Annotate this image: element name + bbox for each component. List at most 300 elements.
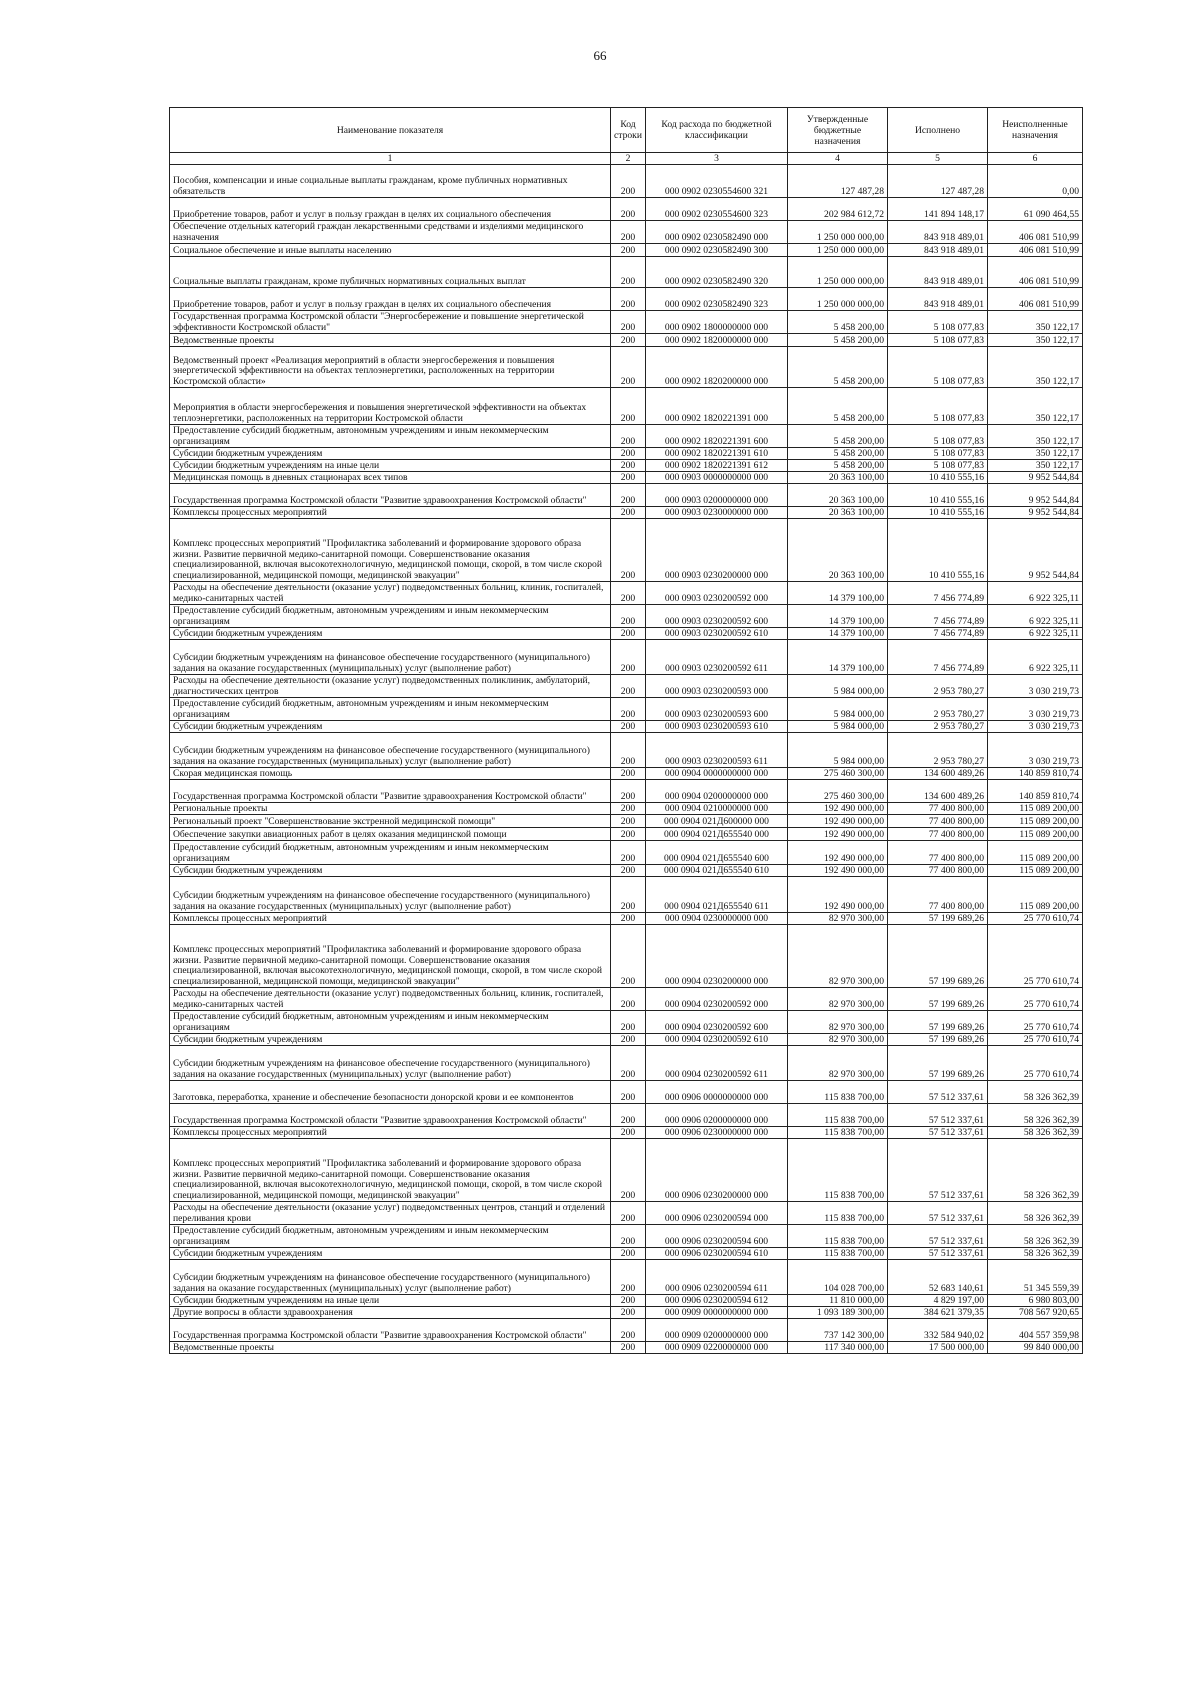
row-line-code: 200 bbox=[611, 472, 646, 484]
row-unexecuted-amount: 6 922 325,11 bbox=[988, 628, 1083, 640]
row-indicator-name: Скорая медицинская помощь bbox=[170, 768, 611, 780]
row-approved-amount: 1 093 189 300,00 bbox=[788, 1307, 888, 1319]
row-line-code: 200 bbox=[611, 460, 646, 472]
row-budget-code: 000 0902 0230554600 323 bbox=[646, 198, 788, 221]
row-budget-code: 000 0906 0230200594 000 bbox=[646, 1202, 788, 1225]
row-line-code: 200 bbox=[611, 448, 646, 460]
row-executed-amount: 141 894 148,17 bbox=[888, 198, 988, 221]
row-indicator-name: Предоставление субсидий бюджетным, автономным учреждениям и иным некоммерческим организациям bbox=[170, 1011, 611, 1034]
row-line-code: 200 bbox=[611, 484, 646, 507]
table-row bbox=[170, 605, 1083, 628]
row-budget-code: 000 0904 021Д655540 000 bbox=[646, 828, 788, 841]
row-budget-code: 000 0902 1820200000 000 bbox=[646, 347, 788, 388]
header-indicator-name: Наименование показателя bbox=[170, 108, 611, 153]
table-row bbox=[170, 1225, 1083, 1248]
row-executed-amount: 127 487,28 bbox=[888, 165, 988, 198]
row-line-code: 200 bbox=[611, 425, 646, 448]
row-indicator-name: Расходы на обеспечение деятельности (оказание услуг) подведомственных больниц, клиник, госпиталей, медико-санитарных частей bbox=[170, 582, 611, 605]
row-line-code: 200 bbox=[611, 1034, 646, 1046]
row-executed-amount: 57 512 337,61 bbox=[888, 1248, 988, 1260]
row-executed-amount: 5 108 077,83 bbox=[888, 388, 988, 425]
row-indicator-name: Государственная программа Костромской области "Энергосбережение и повышение энергетической эффективности Костромской области" bbox=[170, 311, 611, 334]
table-row bbox=[170, 472, 1083, 484]
table-row bbox=[170, 1011, 1083, 1034]
row-budget-code: 000 0906 0230200594 612 bbox=[646, 1295, 788, 1307]
row-unexecuted-amount: 25 770 610,74 bbox=[988, 988, 1083, 1011]
row-budget-code: 000 0902 1820221391 600 bbox=[646, 425, 788, 448]
table-row bbox=[170, 244, 1083, 257]
row-indicator-name: Государственная программа Костромской области "Развитие здравоохранения Костромской области" bbox=[170, 1319, 611, 1342]
row-unexecuted-amount: 25 770 610,74 bbox=[988, 913, 1083, 925]
row-approved-amount: 5 984 000,00 bbox=[788, 721, 888, 733]
row-approved-amount: 14 379 100,00 bbox=[788, 582, 888, 605]
row-approved-amount: 104 028 700,00 bbox=[788, 1260, 888, 1295]
row-indicator-name: Предоставление субсидий бюджетным, автономным учреждениям и иным некоммерческим организациям bbox=[170, 698, 611, 721]
row-budget-code: 000 0904 021Д655540 610 bbox=[646, 865, 788, 877]
table-row bbox=[170, 780, 1083, 803]
table-row bbox=[170, 925, 1083, 988]
table-row bbox=[170, 1202, 1083, 1225]
row-executed-amount: 57 512 337,61 bbox=[888, 1139, 988, 1202]
row-unexecuted-amount: 406 081 510,99 bbox=[988, 288, 1083, 311]
row-approved-amount: 115 838 700,00 bbox=[788, 1248, 888, 1260]
row-budget-code: 000 0904 0200000000 000 bbox=[646, 780, 788, 803]
row-approved-amount: 127 487,28 bbox=[788, 165, 888, 198]
row-approved-amount: 82 970 300,00 bbox=[788, 1011, 888, 1034]
budget-execution-table bbox=[169, 107, 1083, 1354]
table-row bbox=[170, 1260, 1083, 1295]
row-unexecuted-amount: 9 952 544,84 bbox=[988, 484, 1083, 507]
row-approved-amount: 115 838 700,00 bbox=[788, 1225, 888, 1248]
row-executed-amount: 5 108 077,83 bbox=[888, 425, 988, 448]
table-row bbox=[170, 1342, 1083, 1354]
row-unexecuted-amount: 0,00 bbox=[988, 165, 1083, 198]
row-unexecuted-amount: 58 326 362,39 bbox=[988, 1202, 1083, 1225]
table-row bbox=[170, 1104, 1083, 1127]
row-indicator-name: Субсидии бюджетным учреждениям на финансовое обеспечение государственного (муниципального) задания на оказание государственных (муниципальных) услуг (выполнение работ) bbox=[170, 877, 611, 913]
row-line-code: 200 bbox=[611, 1081, 646, 1104]
row-unexecuted-amount: 115 089 200,00 bbox=[988, 803, 1083, 815]
row-line-code: 200 bbox=[611, 877, 646, 913]
row-indicator-name: Расходы на обеспечение деятельности (оказание услуг) подведомственных центров, станций и отделений переливания крови bbox=[170, 1202, 611, 1225]
row-line-code: 200 bbox=[611, 1295, 646, 1307]
row-indicator-name: Приобретение товаров, работ и услуг в пользу граждан в целях их социального обеспечения bbox=[170, 198, 611, 221]
row-indicator-name: Комплексы процессных мероприятий bbox=[170, 913, 611, 925]
row-executed-amount: 843 918 489,01 bbox=[888, 221, 988, 244]
row-budget-code: 000 0902 1800000000 000 bbox=[646, 311, 788, 334]
row-line-code: 200 bbox=[611, 841, 646, 865]
row-unexecuted-amount: 61 090 464,55 bbox=[988, 198, 1083, 221]
row-indicator-name: Субсидии бюджетным учреждениям на финансовое обеспечение государственного (муниципального) задания на оказание государственных (муниципальных) услуг (выполнение работ) bbox=[170, 640, 611, 675]
row-approved-amount: 1 250 000 000,00 bbox=[788, 244, 888, 257]
table-row bbox=[170, 828, 1083, 841]
row-approved-amount: 82 970 300,00 bbox=[788, 913, 888, 925]
row-budget-code: 000 0904 0230200000 000 bbox=[646, 925, 788, 988]
row-unexecuted-amount: 58 326 362,39 bbox=[988, 1248, 1083, 1260]
row-unexecuted-amount: 350 122,17 bbox=[988, 334, 1083, 347]
table-row bbox=[170, 165, 1083, 198]
row-unexecuted-amount: 58 326 362,39 bbox=[988, 1139, 1083, 1202]
row-approved-amount: 11 810 000,00 bbox=[788, 1295, 888, 1307]
row-approved-amount: 14 379 100,00 bbox=[788, 640, 888, 675]
table-row bbox=[170, 347, 1083, 388]
row-indicator-name: Субсидии бюджетным учреждениям bbox=[170, 1248, 611, 1260]
row-indicator-name: Субсидии бюджетным учреждениям bbox=[170, 448, 611, 460]
row-approved-amount: 115 838 700,00 bbox=[788, 1081, 888, 1104]
row-executed-amount: 2 953 780,27 bbox=[888, 698, 988, 721]
row-unexecuted-amount: 115 089 200,00 bbox=[988, 828, 1083, 841]
row-unexecuted-amount: 115 089 200,00 bbox=[988, 877, 1083, 913]
row-budget-code: 000 0906 0200000000 000 bbox=[646, 1104, 788, 1127]
row-approved-amount: 20 363 100,00 bbox=[788, 472, 888, 484]
row-executed-amount: 4 829 197,00 bbox=[888, 1295, 988, 1307]
row-approved-amount: 20 363 100,00 bbox=[788, 484, 888, 507]
row-executed-amount: 57 199 689,26 bbox=[888, 988, 988, 1011]
row-executed-amount: 7 456 774,89 bbox=[888, 628, 988, 640]
table-row bbox=[170, 425, 1083, 448]
row-budget-code: 000 0902 0230582490 000 bbox=[646, 221, 788, 244]
row-line-code: 200 bbox=[611, 768, 646, 780]
row-line-code: 200 bbox=[611, 165, 646, 198]
row-executed-amount: 10 410 555,16 bbox=[888, 507, 988, 519]
row-line-code: 200 bbox=[611, 519, 646, 582]
row-unexecuted-amount: 99 840 000,00 bbox=[988, 1342, 1083, 1354]
row-unexecuted-amount: 3 030 219,73 bbox=[988, 721, 1083, 733]
table-row bbox=[170, 628, 1083, 640]
row-budget-code: 000 0909 0220000000 000 bbox=[646, 1342, 788, 1354]
row-approved-amount: 82 970 300,00 bbox=[788, 1034, 888, 1046]
row-unexecuted-amount: 25 770 610,74 bbox=[988, 1046, 1083, 1081]
row-budget-code: 000 0903 0230200592 000 bbox=[646, 582, 788, 605]
row-executed-amount: 10 410 555,16 bbox=[888, 472, 988, 484]
row-indicator-name: Субсидии бюджетным учреждениям bbox=[170, 865, 611, 877]
table-row bbox=[170, 1248, 1083, 1260]
row-line-code: 200 bbox=[611, 1139, 646, 1202]
row-indicator-name: Комплексы процессных мероприятий bbox=[170, 1127, 611, 1139]
row-indicator-name: Субсидии бюджетным учреждениям на иные цели bbox=[170, 1295, 611, 1307]
row-approved-amount: 5 458 200,00 bbox=[788, 311, 888, 334]
row-unexecuted-amount: 6 922 325,11 bbox=[988, 605, 1083, 628]
row-line-code: 200 bbox=[611, 803, 646, 815]
row-indicator-name: Другие вопросы в области здравоохранения bbox=[170, 1307, 611, 1319]
table-row bbox=[170, 815, 1083, 828]
row-line-code: 200 bbox=[611, 913, 646, 925]
column-number: 5 bbox=[888, 153, 988, 165]
row-line-code: 200 bbox=[611, 815, 646, 828]
row-unexecuted-amount: 350 122,17 bbox=[988, 388, 1083, 425]
row-unexecuted-amount: 58 326 362,39 bbox=[988, 1081, 1083, 1104]
row-unexecuted-amount: 406 081 510,99 bbox=[988, 257, 1083, 288]
row-executed-amount: 5 108 077,83 bbox=[888, 347, 988, 388]
row-line-code: 200 bbox=[611, 925, 646, 988]
table-row bbox=[170, 913, 1083, 925]
row-line-code: 200 bbox=[611, 388, 646, 425]
row-executed-amount: 77 400 800,00 bbox=[888, 803, 988, 815]
table-row bbox=[170, 1319, 1083, 1342]
row-indicator-name: Субсидии бюджетным учреждениям на финансовое обеспечение государственного (муниципального) задания на оказание государственных (муниципальных) услуг (выполнение работ) bbox=[170, 1260, 611, 1295]
table-row bbox=[170, 1307, 1083, 1319]
row-indicator-name: Региональные проекты bbox=[170, 803, 611, 815]
row-budget-code: 000 0902 0230554600 321 bbox=[646, 165, 788, 198]
row-line-code: 200 bbox=[611, 1307, 646, 1319]
row-budget-code: 000 0902 0230582490 323 bbox=[646, 288, 788, 311]
row-approved-amount: 115 838 700,00 bbox=[788, 1127, 888, 1139]
table-row bbox=[170, 1127, 1083, 1139]
column-number: 6 bbox=[988, 153, 1083, 165]
row-line-code: 200 bbox=[611, 1046, 646, 1081]
row-line-code: 200 bbox=[611, 244, 646, 257]
row-unexecuted-amount: 115 089 200,00 bbox=[988, 865, 1083, 877]
row-indicator-name: Мероприятия в области энергосбережения и повышения энергетической эффективности на объектах теплоэнергетики, расположенных на территории Костромской области bbox=[170, 388, 611, 425]
row-budget-code: 000 0902 1820000000 000 bbox=[646, 334, 788, 347]
table-row bbox=[170, 507, 1083, 519]
row-line-code: 200 bbox=[611, 1127, 646, 1139]
row-approved-amount: 1 250 000 000,00 bbox=[788, 221, 888, 244]
row-approved-amount: 192 490 000,00 bbox=[788, 865, 888, 877]
row-budget-code: 000 0903 0000000000 000 bbox=[646, 472, 788, 484]
row-budget-code: 000 0903 0230200592 611 bbox=[646, 640, 788, 675]
row-line-code: 200 bbox=[611, 582, 646, 605]
row-executed-amount: 57 199 689,26 bbox=[888, 925, 988, 988]
row-budget-code: 000 0904 021Д655540 611 bbox=[646, 877, 788, 913]
table-row bbox=[170, 221, 1083, 244]
row-executed-amount: 77 400 800,00 bbox=[888, 877, 988, 913]
header-row bbox=[170, 108, 1083, 153]
table-row bbox=[170, 288, 1083, 311]
row-budget-code: 000 0904 021Д600000 000 bbox=[646, 815, 788, 828]
row-executed-amount: 57 199 689,26 bbox=[888, 1046, 988, 1081]
row-indicator-name: Предоставление субсидий бюджетным, автономным учреждениям и иным некоммерческим организациям bbox=[170, 1225, 611, 1248]
row-approved-amount: 5 458 200,00 bbox=[788, 334, 888, 347]
row-indicator-name: Заготовка, переработка, хранение и обеспечение безопасности донорской крови и ее компонентов bbox=[170, 1081, 611, 1104]
row-line-code: 200 bbox=[611, 221, 646, 244]
table-row bbox=[170, 865, 1083, 877]
row-executed-amount: 77 400 800,00 bbox=[888, 815, 988, 828]
header-unexecuted: Неисполненные назначения bbox=[988, 108, 1083, 153]
row-unexecuted-amount: 58 326 362,39 bbox=[988, 1127, 1083, 1139]
table-row bbox=[170, 198, 1083, 221]
row-indicator-name: Социальное обеспечение и иные выплаты населению bbox=[170, 244, 611, 257]
table-row bbox=[170, 640, 1083, 675]
row-approved-amount: 5 458 200,00 bbox=[788, 425, 888, 448]
table-row bbox=[170, 721, 1083, 733]
row-unexecuted-amount: 350 122,17 bbox=[988, 448, 1083, 460]
row-approved-amount: 192 490 000,00 bbox=[788, 803, 888, 815]
row-unexecuted-amount: 3 030 219,73 bbox=[988, 733, 1083, 768]
row-budget-code: 000 0904 0230000000 000 bbox=[646, 913, 788, 925]
table-row bbox=[170, 988, 1083, 1011]
table-row bbox=[170, 768, 1083, 780]
row-indicator-name: Расходы на обеспечение деятельности (оказание услуг) подведомственных больниц, клиник, госпиталей, медико-санитарных частей bbox=[170, 988, 611, 1011]
row-line-code: 200 bbox=[611, 507, 646, 519]
row-executed-amount: 57 512 337,61 bbox=[888, 1202, 988, 1225]
row-approved-amount: 275 460 300,00 bbox=[788, 780, 888, 803]
row-approved-amount: 14 379 100,00 bbox=[788, 605, 888, 628]
row-line-code: 200 bbox=[611, 721, 646, 733]
row-indicator-name: Субсидии бюджетным учреждениям bbox=[170, 1034, 611, 1046]
row-line-code: 200 bbox=[611, 347, 646, 388]
row-unexecuted-amount: 350 122,17 bbox=[988, 425, 1083, 448]
row-indicator-name: Комплексы процессных мероприятий bbox=[170, 507, 611, 519]
row-executed-amount: 2 953 780,27 bbox=[888, 733, 988, 768]
table-row bbox=[170, 1139, 1083, 1202]
row-budget-code: 000 0902 1820221391 610 bbox=[646, 448, 788, 460]
table-row bbox=[170, 698, 1083, 721]
row-approved-amount: 192 490 000,00 bbox=[788, 815, 888, 828]
header-budget-code: Код расхода по бюджетной классификации bbox=[646, 108, 788, 153]
table-row bbox=[170, 803, 1083, 815]
row-approved-amount: 20 363 100,00 bbox=[788, 519, 888, 582]
row-indicator-name: Комплекс процессных мероприятий "Профилактика заболеваний и формирование здорового образа жизни. Развитие первичной медико-санитарной помощи. Совершенствование оказания специализированной, включая высокотехнологичную, медицинской помощи, скорой, в том числе скорой специализированной, медицинской помощи, медицинской эвакуации" bbox=[170, 1139, 611, 1202]
row-executed-amount: 77 400 800,00 bbox=[888, 828, 988, 841]
row-executed-amount: 57 199 689,26 bbox=[888, 1034, 988, 1046]
row-executed-amount: 77 400 800,00 bbox=[888, 865, 988, 877]
row-approved-amount: 117 340 000,00 bbox=[788, 1342, 888, 1354]
row-executed-amount: 7 456 774,89 bbox=[888, 582, 988, 605]
row-indicator-name: Ведомственные проекты bbox=[170, 1342, 611, 1354]
row-unexecuted-amount: 350 122,17 bbox=[988, 460, 1083, 472]
header-line-code: Код строки bbox=[611, 108, 646, 153]
table-row bbox=[170, 484, 1083, 507]
row-line-code: 200 bbox=[611, 1248, 646, 1260]
table-row bbox=[170, 334, 1083, 347]
row-line-code: 200 bbox=[611, 865, 646, 877]
table-row bbox=[170, 311, 1083, 334]
row-approved-amount: 1 250 000 000,00 bbox=[788, 257, 888, 288]
table-row bbox=[170, 877, 1083, 913]
header-executed: Исполнено bbox=[888, 108, 988, 153]
row-unexecuted-amount: 140 859 810,74 bbox=[988, 780, 1083, 803]
column-number: 2 bbox=[611, 153, 646, 165]
row-indicator-name: Предоставление субсидий бюджетным, автономным учреждениям и иным некоммерческим организациям bbox=[170, 841, 611, 865]
row-unexecuted-amount: 9 952 544,84 bbox=[988, 507, 1083, 519]
row-budget-code: 000 0904 0000000000 000 bbox=[646, 768, 788, 780]
row-indicator-name: Приобретение товаров, работ и услуг в пользу граждан в целях их социального обеспечения bbox=[170, 288, 611, 311]
column-number-row bbox=[170, 153, 1083, 165]
row-budget-code: 000 0906 0230200594 600 bbox=[646, 1225, 788, 1248]
row-line-code: 200 bbox=[611, 1104, 646, 1127]
row-budget-code: 000 0906 0000000000 000 bbox=[646, 1081, 788, 1104]
row-indicator-name: Медицинская помощь в дневных стационарах всех типов bbox=[170, 472, 611, 484]
table-row bbox=[170, 1034, 1083, 1046]
row-approved-amount: 82 970 300,00 bbox=[788, 988, 888, 1011]
row-line-code: 200 bbox=[611, 1260, 646, 1295]
row-budget-code: 000 0904 021Д655540 600 bbox=[646, 841, 788, 865]
row-unexecuted-amount: 3 030 219,73 bbox=[988, 675, 1083, 698]
row-executed-amount: 843 918 489,01 bbox=[888, 288, 988, 311]
row-indicator-name: Субсидии бюджетным учреждениям bbox=[170, 721, 611, 733]
row-executed-amount: 57 199 689,26 bbox=[888, 913, 988, 925]
row-indicator-name: Социальные выплаты гражданам, кроме публичных нормативных социальных выплат bbox=[170, 257, 611, 288]
row-unexecuted-amount: 6 980 803,00 bbox=[988, 1295, 1083, 1307]
table-body bbox=[170, 165, 1083, 1354]
row-budget-code: 000 0902 0230582490 320 bbox=[646, 257, 788, 288]
row-executed-amount: 7 456 774,89 bbox=[888, 640, 988, 675]
row-unexecuted-amount: 140 859 810,74 bbox=[988, 768, 1083, 780]
row-budget-code: 000 0906 0230200594 610 bbox=[646, 1248, 788, 1260]
table-row bbox=[170, 257, 1083, 288]
row-budget-code: 000 0904 0210000000 000 bbox=[646, 803, 788, 815]
row-budget-code: 000 0903 0230200593 611 bbox=[646, 733, 788, 768]
row-line-code: 200 bbox=[611, 733, 646, 768]
row-unexecuted-amount: 406 081 510,99 bbox=[988, 244, 1083, 257]
column-number: 4 bbox=[788, 153, 888, 165]
row-unexecuted-amount: 350 122,17 bbox=[988, 311, 1083, 334]
row-indicator-name: Государственная программа Костромской области "Развитие здравоохранения Костромской области" bbox=[170, 780, 611, 803]
row-approved-amount: 20 363 100,00 bbox=[788, 507, 888, 519]
row-line-code: 200 bbox=[611, 1225, 646, 1248]
column-number: 3 bbox=[646, 153, 788, 165]
row-approved-amount: 115 838 700,00 bbox=[788, 1139, 888, 1202]
row-line-code: 200 bbox=[611, 640, 646, 675]
row-indicator-name: Предоставление субсидий бюджетным, автономным учреждениям и иным некоммерческим организациям bbox=[170, 425, 611, 448]
row-executed-amount: 57 512 337,61 bbox=[888, 1225, 988, 1248]
page-number: 66 bbox=[593, 48, 607, 63]
row-budget-code: 000 0903 0230200593 600 bbox=[646, 698, 788, 721]
row-executed-amount: 843 918 489,01 bbox=[888, 257, 988, 288]
row-executed-amount: 77 400 800,00 bbox=[888, 841, 988, 865]
row-unexecuted-amount: 51 345 559,39 bbox=[988, 1260, 1083, 1295]
row-line-code: 200 bbox=[611, 1342, 646, 1354]
row-executed-amount: 17 500 000,00 bbox=[888, 1342, 988, 1354]
row-executed-amount: 843 918 489,01 bbox=[888, 244, 988, 257]
row-unexecuted-amount: 25 770 610,74 bbox=[988, 1011, 1083, 1034]
row-indicator-name: Субсидии бюджетным учреждениям bbox=[170, 628, 611, 640]
row-executed-amount: 57 199 689,26 bbox=[888, 1011, 988, 1034]
row-unexecuted-amount: 6 922 325,11 bbox=[988, 640, 1083, 675]
row-line-code: 200 bbox=[611, 988, 646, 1011]
row-line-code: 200 bbox=[611, 605, 646, 628]
row-line-code: 200 bbox=[611, 311, 646, 334]
row-approved-amount: 5 984 000,00 bbox=[788, 675, 888, 698]
row-executed-amount: 10 410 555,16 bbox=[888, 519, 988, 582]
row-executed-amount: 332 584 940,02 bbox=[888, 1319, 988, 1342]
row-indicator-name: Предоставление субсидий бюджетным, автономным учреждениям и иным некоммерческим организациям bbox=[170, 605, 611, 628]
table-row bbox=[170, 1046, 1083, 1081]
row-line-code: 200 bbox=[611, 257, 646, 288]
row-indicator-name: Ведомственный проект «Реализация мероприятий в области энергосбережения и повышения энергетической эффективности на объектах теплоэнергетики, расположенных на территории Костромской области» bbox=[170, 347, 611, 388]
row-budget-code: 000 0903 0230200593 610 bbox=[646, 721, 788, 733]
row-executed-amount: 10 410 555,16 bbox=[888, 484, 988, 507]
row-budget-code: 000 0902 1820221391 612 bbox=[646, 460, 788, 472]
row-indicator-name: Обеспечение закупки авиационных работ в целях оказания медицинской помощи bbox=[170, 828, 611, 841]
row-line-code: 200 bbox=[611, 198, 646, 221]
row-approved-amount: 5 458 200,00 bbox=[788, 448, 888, 460]
row-line-code: 200 bbox=[611, 1202, 646, 1225]
row-executed-amount: 134 600 489,26 bbox=[888, 768, 988, 780]
row-unexecuted-amount: 6 922 325,11 bbox=[988, 582, 1083, 605]
row-approved-amount: 14 379 100,00 bbox=[788, 628, 888, 640]
row-approved-amount: 5 458 200,00 bbox=[788, 347, 888, 388]
row-indicator-name: Комплекс процессных мероприятий "Профилактика заболеваний и формирование здорового образа жизни. Развитие первичной медико-санитарной помощи. Совершенствование оказания специализированной, включая высокотехнологичную, медицинской помощи, скорой, в том числе скорой специализированной, медицинской помощи, медицинской эвакуации" bbox=[170, 519, 611, 582]
row-unexecuted-amount: 115 089 200,00 bbox=[988, 841, 1083, 865]
row-unexecuted-amount: 406 081 510,99 bbox=[988, 221, 1083, 244]
table-row bbox=[170, 1295, 1083, 1307]
row-indicator-name: Комплекс процессных мероприятий "Профилактика заболеваний и формирование здорового образа жизни. Развитие первичной медико-санитарной помощи. Совершенствование оказания специализированной, включая высокотехнологичную, медицинской помощи, скорой, в том числе скорой специализированной, медицинской помощи, медицинской эвакуации" bbox=[170, 925, 611, 988]
row-unexecuted-amount: 58 326 362,39 bbox=[988, 1225, 1083, 1248]
row-indicator-name: Расходы на обеспечение деятельности (оказание услуг) подведомственных поликлиник, амбулаторий, диагностических центров bbox=[170, 675, 611, 698]
row-approved-amount: 82 970 300,00 bbox=[788, 1046, 888, 1081]
row-indicator-name: Субсидии бюджетным учреждениям на финансовое обеспечение государственного (муниципального) задания на оказание государственных (муниципальных) услуг (выполнение работ) bbox=[170, 733, 611, 768]
row-approved-amount: 192 490 000,00 bbox=[788, 828, 888, 841]
row-executed-amount: 5 108 077,83 bbox=[888, 448, 988, 460]
row-indicator-name: Обеспечение отдельных категорий граждан лекарственными средствами и изделиями медицинского назначения bbox=[170, 221, 611, 244]
row-budget-code: 000 0909 0000000000 000 bbox=[646, 1307, 788, 1319]
row-approved-amount: 115 838 700,00 bbox=[788, 1202, 888, 1225]
row-unexecuted-amount: 708 567 920,65 bbox=[988, 1307, 1083, 1319]
row-budget-code: 000 0903 0230200592 610 bbox=[646, 628, 788, 640]
row-line-code: 200 bbox=[611, 288, 646, 311]
